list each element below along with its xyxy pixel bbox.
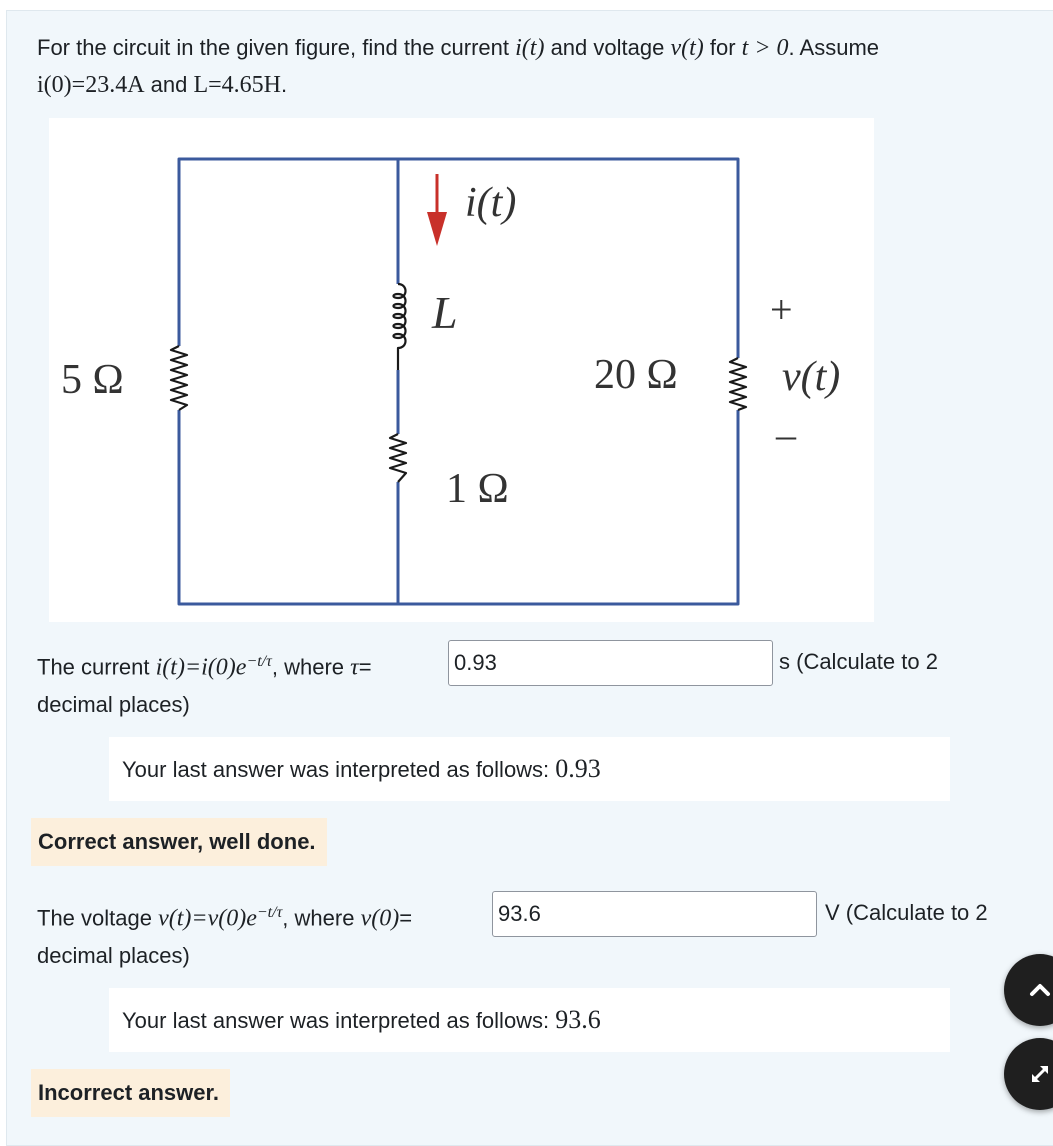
given-text-and: and <box>144 72 194 97</box>
inductor-coil <box>394 284 406 370</box>
part1-result-badge: Correct answer, well done. <box>31 818 327 866</box>
given-period: . <box>281 72 288 97</box>
left-wire <box>179 159 738 358</box>
given-inductance: L=4.65H <box>193 72 281 98</box>
part2-line2: decimal places) <box>37 943 190 968</box>
prompt-text-and: and voltage <box>544 35 671 60</box>
part1-unit: s (Calculate to 2 <box>779 649 938 674</box>
part1-line2: decimal places) <box>37 692 190 717</box>
current-arrow-head <box>427 212 447 246</box>
part2-result-badge: Incorrect answer. <box>31 1069 230 1117</box>
resistor-1-ohm <box>390 434 406 482</box>
v0-answer-input[interactable] <box>492 891 817 937</box>
part1-unit-text <box>779 643 938 681</box>
resistor-5-ohm <box>171 346 187 410</box>
tau-answer-input[interactable] <box>448 640 773 686</box>
chevron-up-icon <box>1027 977 1053 1003</box>
minus-sign: – <box>776 412 796 457</box>
part2-text-where: , where <box>282 905 361 931</box>
given-initial-current: i(0)=23.4A <box>37 72 145 98</box>
circuit-figure <box>49 118 874 622</box>
prompt-current-symbol: i(t) <box>515 35 545 61</box>
r3-label: 20 Ω <box>594 352 678 398</box>
circuit-diagram <box>49 118 874 622</box>
part1-formula: i(t)=i(0)e <box>155 654 247 681</box>
current-label: i(t) <box>465 180 517 226</box>
resistor-20-ohm <box>730 358 746 410</box>
part1-text-where: , where <box>271 654 351 680</box>
inductor-label: L <box>432 287 458 338</box>
part1-feedback-value: 0.93 <box>555 754 601 783</box>
r1-label: 5 Ω <box>61 357 124 403</box>
r2-label: 1 Ω <box>446 466 509 512</box>
prompt-text: For the circuit in the given figure, find the current <box>37 35 516 60</box>
part1-exponent: −t/τ <box>246 653 272 670</box>
part2-formula: v(t)=v(0)e <box>158 905 257 932</box>
part1-feedback-text: Your last answer was interpreted as follows: <box>122 757 556 782</box>
part2-feedback-text: Your last answer was interpreted as follows: <box>122 1008 556 1033</box>
part1-equals: = <box>358 654 372 680</box>
part1-feedback <box>109 737 950 801</box>
part2-feedback-value: 93.6 <box>555 1005 601 1034</box>
part1-symbol: τ <box>350 654 359 681</box>
question-prompt-line2 <box>37 66 287 104</box>
part2-text: The voltage <box>37 905 159 931</box>
part2-unit: V (Calculate to 2 <box>825 900 988 925</box>
part2-unit-text <box>825 894 988 932</box>
voltage-label: v(t) <box>782 354 841 400</box>
prompt-voltage-symbol: v(t) <box>670 35 704 61</box>
part2-symbol: v(0) <box>360 905 400 932</box>
plus-sign: + <box>770 287 793 332</box>
prompt-text-assume: . Assume <box>788 35 880 60</box>
prompt-text-for: for <box>703 35 742 60</box>
prompt-condition: t > 0 <box>741 35 789 61</box>
part2-feedback <box>109 988 950 1052</box>
expand-arrows-icon <box>1027 1061 1053 1087</box>
part1-line1 <box>37 643 372 686</box>
question-prompt-line1 <box>37 29 879 67</box>
part1-text: The current <box>37 654 156 680</box>
part2-line1 <box>37 894 412 937</box>
part2-exponent: −t/τ <box>256 904 283 921</box>
part2-equals: = <box>399 905 413 931</box>
